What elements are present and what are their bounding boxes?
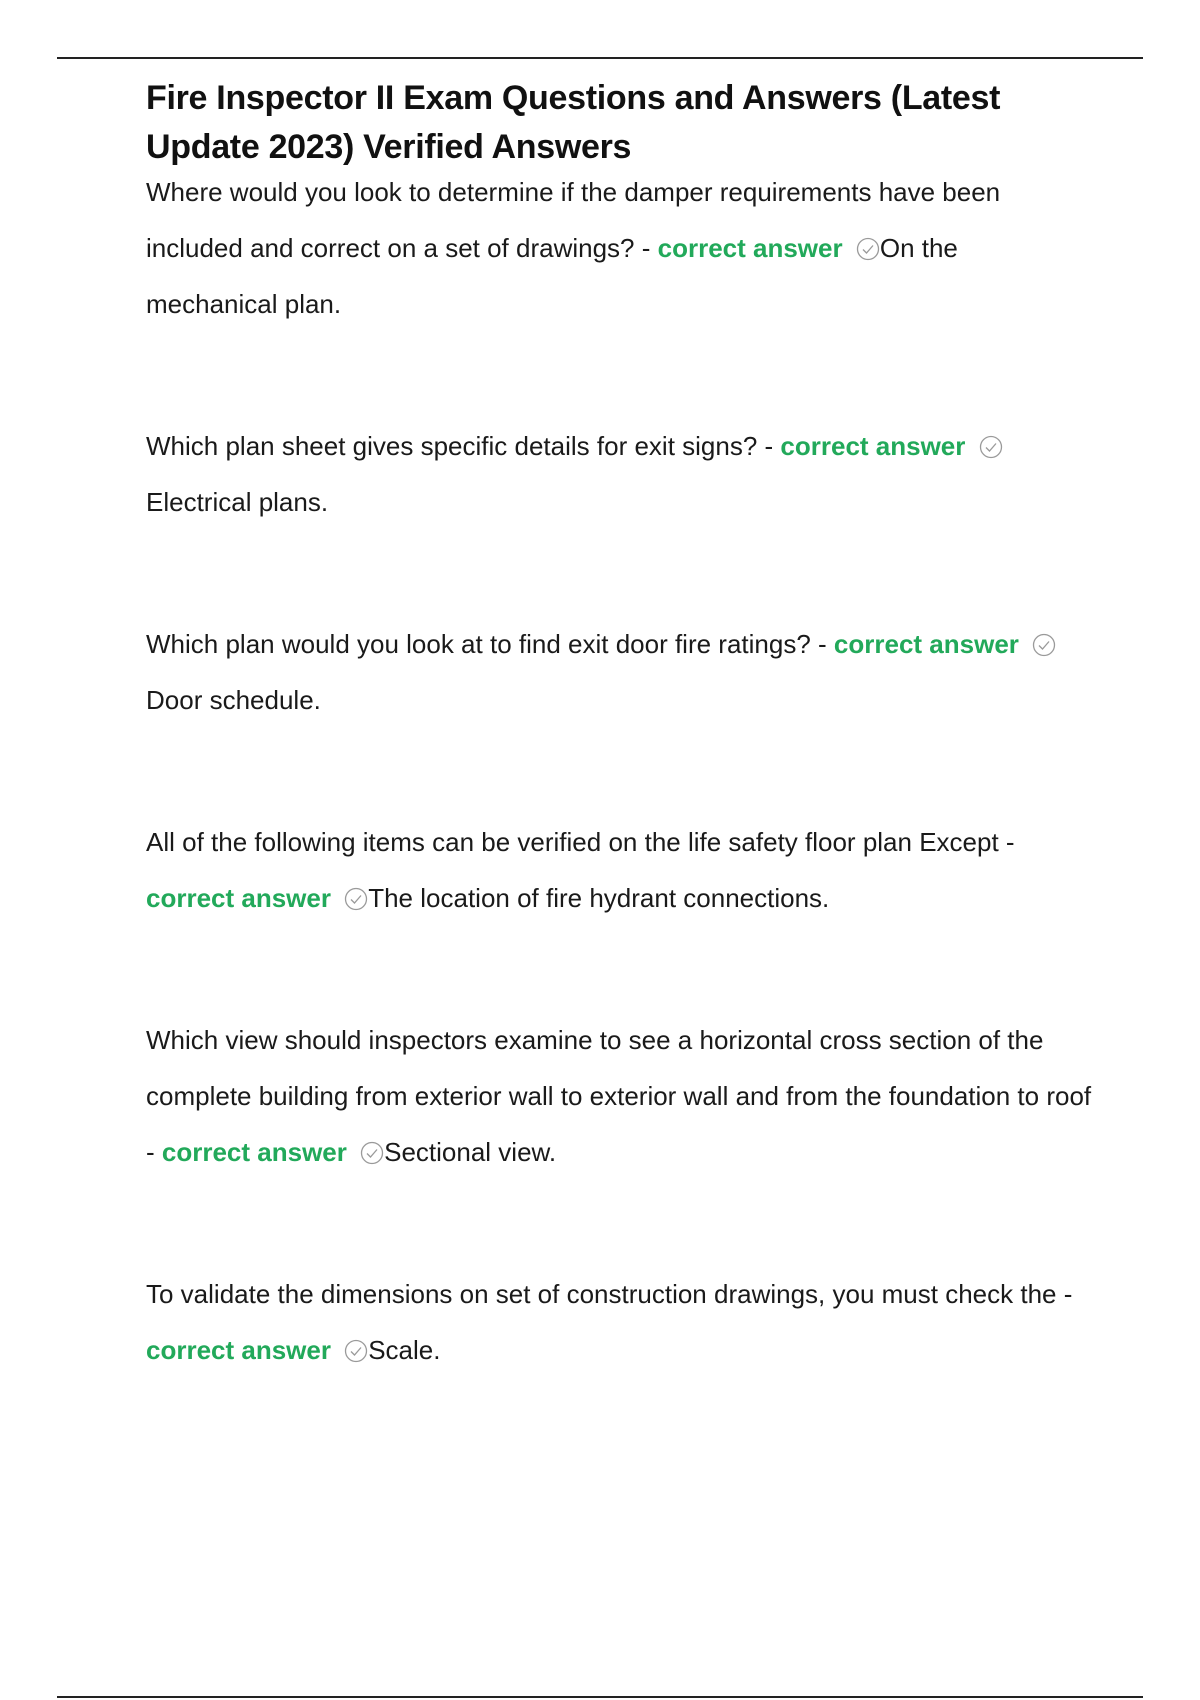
check-circle-icon bbox=[1032, 633, 1056, 657]
question-text: Which view should inspectors examine to see a horizontal cross section of the complete building from exterior wall to exterior wall and from the foundation to roof - bbox=[146, 1025, 1092, 1167]
question-text: All of the following items can be verified on the life safety floor plan Except - bbox=[146, 827, 1015, 857]
check-circle-icon bbox=[360, 1141, 384, 1165]
correct-answer-label: correct answer bbox=[146, 883, 331, 913]
qa-item-4 bbox=[146, 814, 1096, 926]
qa-item-5 bbox=[146, 1012, 1096, 1180]
answer-text: On the mechanical plan. bbox=[146, 233, 958, 319]
correct-answer-label: correct answer bbox=[780, 431, 966, 461]
qa-item-1 bbox=[146, 164, 1096, 332]
qa-item-6 bbox=[146, 1266, 1096, 1378]
correct-answer-label: correct answer bbox=[161, 1137, 347, 1167]
question-text: Where would you look to determine if the damper requirements have been included and correct on a set of drawings? - bbox=[146, 177, 1001, 263]
question-text: Which plan sheet gives specific details for exit signs? - bbox=[146, 431, 781, 461]
qa-item-3 bbox=[146, 616, 1096, 728]
document-title: Fire Inspector II Exam Questions and Answers (Latest Update 2023) Verified Answers bbox=[146, 79, 1001, 166]
answer-text: The location of fire hydrant connections. bbox=[368, 883, 830, 913]
correct-answer-label: correct answer bbox=[146, 1335, 331, 1365]
check-circle-icon bbox=[979, 435, 1003, 459]
correct-answer-label: correct answer bbox=[833, 629, 1019, 659]
document-body bbox=[146, 74, 1096, 1378]
answer-text: Scale. bbox=[368, 1335, 441, 1365]
correct-answer-label: correct answer bbox=[657, 233, 843, 263]
top-rule bbox=[57, 57, 1143, 59]
question-text: To validate the dimensions on set of construction drawings, you must check the - bbox=[146, 1279, 1073, 1309]
check-circle-icon bbox=[856, 237, 880, 261]
answer-text: Electrical plans. bbox=[146, 487, 329, 517]
qa-item-2 bbox=[146, 418, 1096, 530]
check-circle-icon bbox=[344, 887, 368, 911]
bottom-rule bbox=[57, 1696, 1143, 1698]
answer-text: Sectional view. bbox=[384, 1137, 557, 1167]
question-text: Which plan would you look at to find exit door fire ratings? - bbox=[146, 629, 834, 659]
check-circle-icon bbox=[344, 1339, 368, 1363]
answer-text: Door schedule. bbox=[146, 685, 321, 715]
